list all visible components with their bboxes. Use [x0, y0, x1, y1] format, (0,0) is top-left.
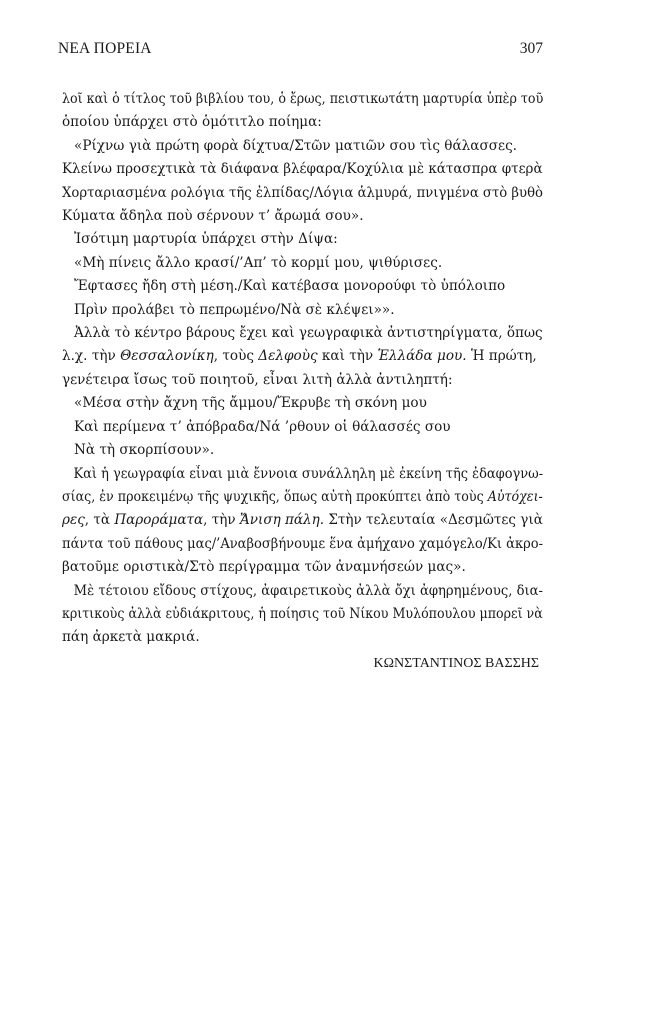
text-line: [62, 299, 543, 322]
italic-title: ρες: [62, 512, 85, 529]
text-run: Ἔφτασες ἤδη στὴ μέση./Καὶ κατέβασα μονορούφι τὸ ὑπόλοιπο: [74, 278, 506, 295]
text-line: [62, 369, 543, 392]
text-run: γενέτειρα ἴσως τοῦ ποιητοῦ, εἶναι λιτὴ ἀλλὰ ἀντιληπτή:: [62, 371, 453, 388]
text-line: [62, 463, 544, 486]
text-run: Ἀλλὰ τὸ κέντρο βάρους ἔχει καὶ γεωγραφικὰ ἀντιστηρίγματα, ὅπως: [73, 325, 543, 342]
text-line: [62, 345, 543, 368]
text-line: [62, 556, 543, 579]
author-signature: ΚΩΝΣΤΑΝΤΙΝΟΣ ΒΑΣΣΗΣ: [373, 655, 539, 671]
text-line: [62, 626, 543, 649]
text-line: [62, 486, 543, 509]
text-run: , τοὺς: [213, 348, 259, 365]
italic-title: Αὐτόχει-: [487, 488, 543, 505]
text-run: λ.χ. τὴν: [62, 348, 121, 365]
text-run: Καὶ περίμενα τ’ ἀπόβραδα/Νά ’ρθουν οἱ θάλασσές σου: [74, 418, 451, 435]
running-title: ΝΕΑ ΠΟΡΕΙΑ: [58, 40, 152, 57]
text-run: καὶ τὴν: [317, 348, 378, 365]
page-number: 307: [519, 40, 543, 57]
text-line: [62, 533, 544, 556]
text-run: ὁποίου ὑπάρχει στὸ ὁμότιτλο ποίημα:: [62, 114, 322, 131]
body-text: [62, 88, 543, 675]
text-run: Καὶ ἡ γεωγραφία εἶναι μιὰ ἔννοια συνάλληλη μὲ ἐκείνη τῆς ἐδαφογνω-: [73, 465, 544, 482]
italic-title: Θεσσαλονίκη: [120, 348, 214, 365]
text-run: Ἰσότιμη μαρτυρία ὑπάρχει στὴν Δίψα:: [74, 231, 338, 248]
italic-title: Ἑλλάδα μου.: [377, 348, 467, 365]
text-line: [62, 392, 543, 415]
page-header: [58, 40, 543, 60]
text-line: [62, 205, 543, 228]
text-line: [62, 252, 543, 275]
text-run: Πρὶν προλάβει τὸ πεπρωμένο/Νὰ σὲ κλέψει»».: [74, 301, 395, 318]
text-run: Κλείνω προσεχτικὰ τὰ διάφανα βλέφαρα/Κοχύλια μὲ κάτασπρα φτερὰ: [62, 161, 543, 178]
text-run: πάη ἀρκετὰ μακριά.: [62, 629, 200, 646]
text-line: [62, 228, 543, 251]
text-line: [62, 275, 543, 298]
text-run: Κύματα ἄδηλα ποὺ σέρνουν τ’ ἄρωμά σου».: [62, 208, 364, 225]
text-run: , τὴν: [203, 512, 240, 529]
text-line: [62, 580, 543, 603]
italic-title: Ἄνιση πάλη.: [239, 512, 325, 529]
text-run: «Μέσα στὴν ἄχνη τῆς ἄμμου/Ἔκρυβε τὴ σκόνη μου: [74, 395, 427, 412]
italic-title: Δελφοὺς: [258, 348, 318, 365]
text-run: , τὰ: [84, 512, 115, 529]
text-run: Μὲ τέτοιου εἴδους στίχους, ἀφαιρετικοὺς ἀλλὰ ὄχι ἀφηρημένους, δια-: [73, 582, 543, 599]
text-line: [62, 416, 543, 439]
text-run: Ἡ πρώτη,: [466, 348, 537, 365]
text-line: [62, 509, 541, 532]
text-run: Νὰ τὴ σκορπίσουν».: [74, 442, 215, 459]
text-run: πάντα τοῦ πάθους μας/’Αναβοσβήνουμε ἕνα ἀμήχανο χαμόγελο/Κι ἀκρο-: [62, 535, 544, 552]
text-run: Στὴν τελευταία «Δεσμῶτες γιὰ: [324, 512, 543, 529]
text-run: «Ρίχνω γιὰ πρώτη φορὰ δίχτυα/Στῶν ματιῶν σου τὶς θάλασσες.: [74, 137, 518, 154]
text-run: λοῖ καὶ ὁ τίτλος τοῦ βιβλίου του, ὁ ἔρως, πειστικωτάτη μαρτυρία ὑπὲρ τοῦ: [62, 91, 544, 107]
text-run: «Μὴ πίνεις ἄλλο κρασί/’Απ’ τὸ κορμί μου, ψιθύρισες.: [74, 254, 443, 271]
text-run: Χορταριασμένα ρολόγια τῆς ἐλπίδας/Λόγια ἁλμυρά, πνιγμένα στὸ βυθὸ: [62, 184, 543, 201]
text-line: [62, 88, 544, 111]
text-line: [62, 111, 543, 134]
text-line: [62, 135, 543, 158]
text-run: σίας, ἐν προκειμένῳ τῆς ψυχικῆς, ὅπως αὐτὴ προκύπτει ἀπὸ τοὺς: [62, 488, 488, 505]
text-run: βατοῦμε οριστικὰ/Στὸ περίγραμμα τῶν ἀναμνήσεών μας».: [62, 559, 466, 576]
text-line: [62, 322, 542, 345]
text-line: [62, 158, 543, 181]
text-line: [62, 603, 543, 626]
text-line: [62, 439, 543, 462]
text-line: [62, 182, 543, 205]
italic-title: Παροράματα: [114, 512, 204, 529]
text-run: κριτικοὺς ἀλλὰ εὐδιάκριτους, ἡ ποίησις τοῦ Νίκου Μυλόπουλου μπορεῖ νὰ: [62, 605, 543, 622]
